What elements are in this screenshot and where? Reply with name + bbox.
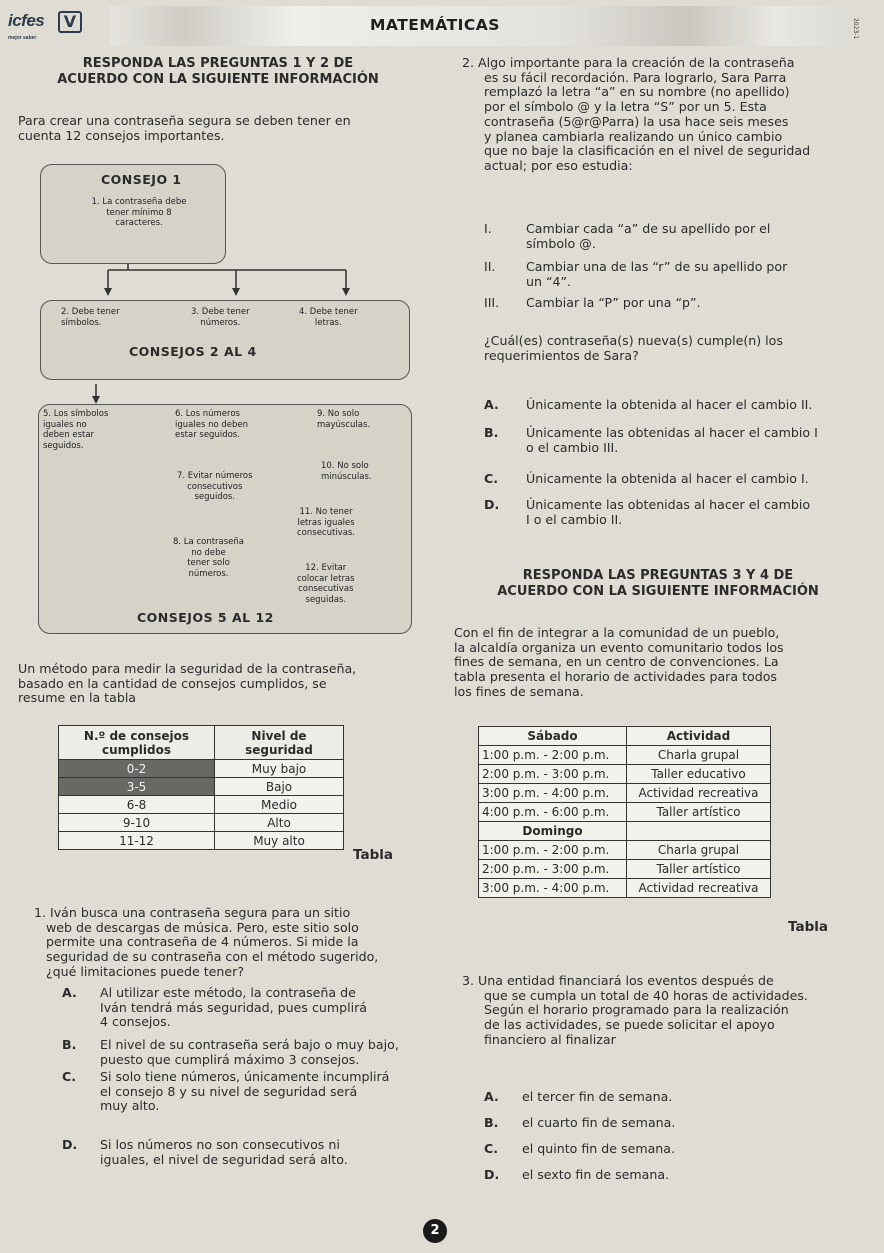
icfes-logo: icfes mejor saber xyxy=(8,11,45,41)
table-row: 3:00 p.m. - 4:00 p.m. Actividad recreativa xyxy=(479,879,771,898)
table-row: 0-2 Muy bajo xyxy=(59,760,344,778)
q2-statement-iii: III. Cambiar la “P” por una “p”. xyxy=(484,295,701,310)
method-text: Un método para medir la seguridad de la contraseña, basado en la cantidad de consejos cumplidos, se resume en la tabla xyxy=(18,661,357,706)
page-number: 2 xyxy=(423,1219,447,1243)
table-2-label: Tabla xyxy=(788,919,828,935)
q2-option-d[interactable]: D. Únicamente las obtenidas al hacer el cambio I o el cambio II. xyxy=(484,497,811,527)
schedule-table: Sábado Actividad 1:00 p.m. - 2:00 p.m. Charla grupal 2:00 p.m. - 3:00 p.m. Taller educativo 3:00 p.m. - 4:00 p.m. Actividad recreativa 4:00 p.m. - 6:00 p.m. Taller artístico Domingo 1:00 p.m. - 2:00 p.m. Charla grupal 2:00 p.m. - 3:00 p.m. Taller artístico 3:00 p.m. - 4:00 p.m. Actividad recreativa xyxy=(478,726,771,898)
col-consejos: N.º de consejos cumplidos xyxy=(59,726,215,760)
q3-option-c[interactable]: C. el quinto fin de semana. xyxy=(484,1141,676,1156)
advice-3: 3. Debe tener números. xyxy=(191,307,250,328)
q2-option-b[interactable]: B. Únicamente las obtenidas al hacer el cambio I o el cambio III. xyxy=(484,425,818,455)
advice-diagram xyxy=(36,164,414,638)
q2-option-c[interactable]: C. Únicamente la obtenida al hacer el cambio I. xyxy=(484,471,809,486)
advice-11: 11. No tener letras iguales consecutivas. xyxy=(297,507,356,538)
table-row: 3-5 Bajo xyxy=(59,778,344,796)
table-row: 2:00 p.m. - 3:00 p.m. Taller artístico xyxy=(479,860,771,879)
advice-2-4-box xyxy=(40,300,410,380)
advice-1-text: 1. La contraseña debe tener mínimo 8 caracteres. xyxy=(91,197,187,228)
intro-text: Para crear una contraseña segura se deben tener en cuenta 12 consejos importantes. xyxy=(18,113,351,143)
q1-option-b[interactable]: B. El nivel de su contraseña será bajo o muy bajo, puesto que cumplirá máximo 3 consejos. xyxy=(62,1037,399,1067)
advice-5-12-title: CONSEJOS 5 AL 12 xyxy=(137,610,274,625)
table-row: 4:00 p.m. - 6:00 p.m. Taller artístico xyxy=(479,803,771,822)
q1-option-a[interactable]: A. Al utilizar este método, la contraseña de Iván tendrá más seguridad, pues cumplirá 4 consejos. xyxy=(62,985,368,1030)
advice-5-12-box xyxy=(38,404,412,634)
advice-2: 2. Debe tener símbolos. xyxy=(61,307,120,328)
q1-option-c[interactable]: C. Si solo tiene números, únicamente incumplirá el consejo 8 y su nivel de seguridad será muy alto. xyxy=(62,1069,390,1114)
advice-5: 5. Los símbolos iguales no deben estar seguidos. xyxy=(43,409,109,451)
section-title-1-2: RESPONDA LAS PREGUNTAS 1 Y 2 DE ACUERDO CON LA SIGUIENTE INFORMACIÓN xyxy=(57,56,379,87)
advice-12: 12. Evitar colocar letras consecutivas seguidas. xyxy=(297,563,355,605)
subject-title: MATEMÁTICAS xyxy=(370,16,500,34)
advice-7: 7. Evitar números consecutivos seguidos. xyxy=(177,471,253,502)
exam-code: 2023-1 xyxy=(852,18,859,40)
security-level-table xyxy=(58,725,344,850)
table-1-label: Tabla xyxy=(353,847,393,863)
q2-option-a[interactable]: A. Únicamente la obtenida al hacer el cambio II. xyxy=(484,397,813,412)
table-row: 9-10 Alto xyxy=(59,814,344,832)
q3-option-b[interactable]: B. el cuarto fin de semana. xyxy=(484,1115,676,1130)
advice-8: 8. La contraseña no debe tener solo números. xyxy=(173,537,245,579)
advice-6: 6. Los números iguales no deben estar seguidos. xyxy=(175,409,249,440)
advice-4: 4. Debe tener letras. xyxy=(299,307,358,328)
q3-option-d[interactable]: D. el sexto fin de semana. xyxy=(484,1167,670,1182)
advice-1-box xyxy=(40,164,226,264)
q2-statement-i: I. Cambiar cada “a” de su apellido por el símbolo @. xyxy=(484,221,771,251)
table-row: 11-12 Muy alto xyxy=(59,832,344,850)
q1-option-d[interactable]: D. Si los números no son consecutivos ni iguales, el nivel de seguridad será alto. xyxy=(62,1137,348,1167)
table-row: 3:00 p.m. - 4:00 p.m. Actividad recreativa xyxy=(479,784,771,803)
col-nivel: Nivel de seguridad xyxy=(215,726,344,760)
section-3-4-text: Con el fin de integrar a la comunidad de un pueblo, la alcaldía organiza un evento comunitario todos los fines de semana, en un centro de convenciones. La tabla presenta el horario de actividades para todos los fines de semana. xyxy=(454,625,784,699)
question-2-stem: 2. Algo importante para la creación de la contraseña es su fácil recordación. Para lograrlo, Sara Parra remplazó la letra “a” en su nombre (no apellido) por el símbolo @ y la letra “S” por un 5. Esta contraseña (5@r@Parra) la usa hace seis meses y planea cambiarla realizando un único cambio que no baje la clasificación en el nivel de seguridad actual; por eso estudia: xyxy=(462,55,811,173)
advice-10: 10. No solo minúsculas. xyxy=(321,461,372,482)
table-row: 2:00 p.m. - 3:00 p.m. Taller educativo xyxy=(479,765,771,784)
q2-question: ¿Cuál(es) contraseña(s) nueva(s) cumple(n) los requerimientos de Sara? xyxy=(484,333,783,363)
table-row: 6-8 Medio xyxy=(59,796,344,814)
advice-2-4-title: CONSEJOS 2 AL 4 xyxy=(129,344,257,359)
question-3-stem: 3. Una entidad financiará los eventos después de que se cumpla un total de 40 horas de actividades. Según el horario programado para la realización de las actividades, se puede solicitar el apoyo financiero al finalizar xyxy=(462,973,808,1047)
table-row: 1:00 p.m. - 2:00 p.m. Charla grupal xyxy=(479,746,771,765)
page-header xyxy=(0,0,884,48)
section-title-3-4: RESPONDA LAS PREGUNTAS 3 Y 4 DE ACUERDO CON LA SIGUIENTE INFORMACIÓN xyxy=(497,568,819,599)
q3-option-a[interactable]: A. el tercer fin de semana. xyxy=(484,1089,673,1104)
q2-statement-ii: II. Cambiar una de las “r” de su apellido por un “4”. xyxy=(484,259,788,289)
advice-1-title: CONSEJO 1 xyxy=(101,172,182,187)
logo-check-icon: V xyxy=(58,11,82,33)
advice-9: 9. No solo mayúsculas. xyxy=(317,409,371,430)
question-1-stem: 1. Iván busca una contraseña segura para un sitio web de descargas de música. Pero, este sitio solo permite una contraseña de 4 números. Si mide la seguridad de su contraseña con el método sugerido, ¿qué limitaciones puede tener? xyxy=(34,905,379,979)
table-row: 1:00 p.m. - 2:00 p.m. Charla grupal xyxy=(479,841,771,860)
